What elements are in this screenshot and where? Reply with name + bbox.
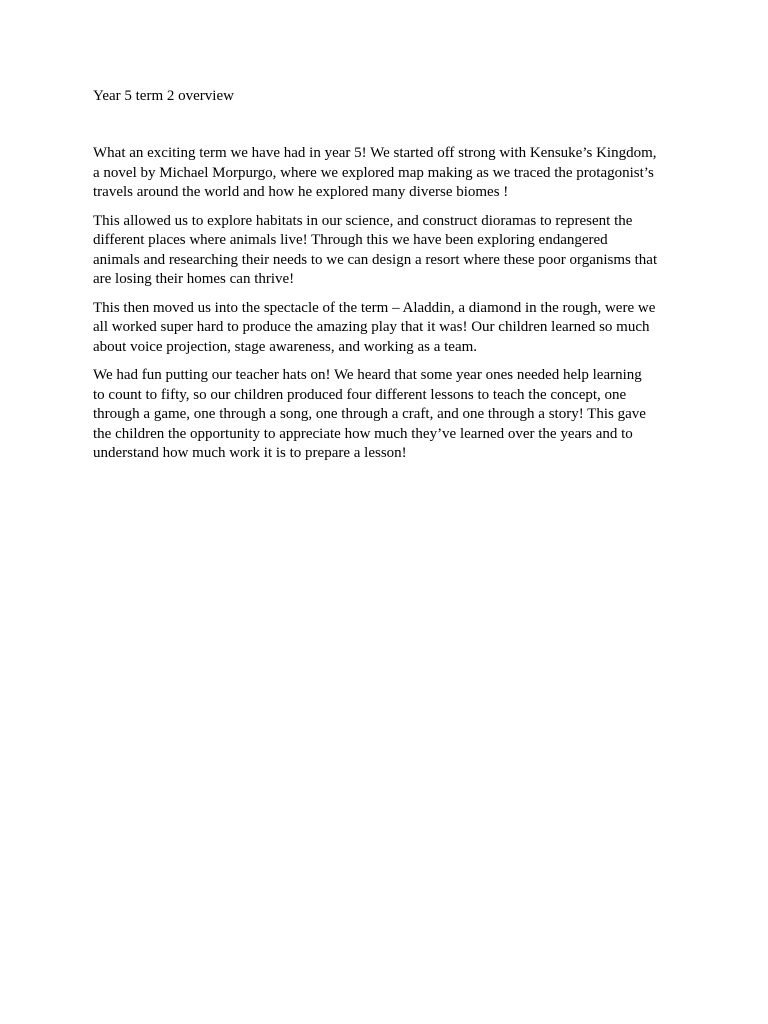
- paragraph-line: a novel by Michael Morpurgo, where we explored map making as we traced the protagonist’s: [93, 164, 654, 181]
- paragraph-line: travels around the world and how he explored many diverse biomes !: [93, 184, 509, 200]
- paragraph-aladdin: [93, 299, 685, 358]
- paragraph-teacher-hats: [93, 366, 685, 464]
- paragraph-line: all worked super hard to produce the amazing play that it was! Our children learned so much: [93, 319, 650, 335]
- paragraph-line: animals and researching their needs to we can design a resort where these poor organisms that: [93, 251, 658, 268]
- paragraph-line: This then moved us into the spectacle of the term – Aladdin, a diamond in the rough, were we: [93, 299, 656, 316]
- paragraph-line: are losing their homes can thrive!: [93, 271, 295, 287]
- document-body: [93, 144, 685, 473]
- paragraph-line: We had fun putting our teacher hats on! We heard that some year ones needed help learning: [93, 367, 642, 383]
- document-title: Year 5 term 2 overview: [93, 88, 234, 104]
- paragraph-line: to count to fifty, so our children produced four different lessons to teach the concept, one: [93, 386, 627, 403]
- paragraph-line: through a game, one through a song, one through a craft, and one through a story! This gave: [93, 406, 646, 422]
- paragraph-line: understand how much work it is to prepare a lesson!: [93, 445, 407, 461]
- paragraph-line: the children the opportunity to appreciate how much they’ve learned over the years and to: [93, 425, 633, 442]
- paragraph-line: What an exciting term we have had in year 5! We started off strong with Kensuke’s Kingdom,: [93, 145, 657, 161]
- paragraph-habitats: [93, 212, 685, 290]
- paragraph-line: about voice projection, stage awareness, and working as a team.: [93, 338, 478, 355]
- paragraph-kensukes-kingdom: [93, 144, 685, 203]
- paragraph-line: This allowed us to explore habitats in our science, and construct dioramas to represent the: [93, 212, 633, 229]
- paragraph-line: different places where animals live! Through this we have been exploring endangered: [93, 232, 608, 248]
